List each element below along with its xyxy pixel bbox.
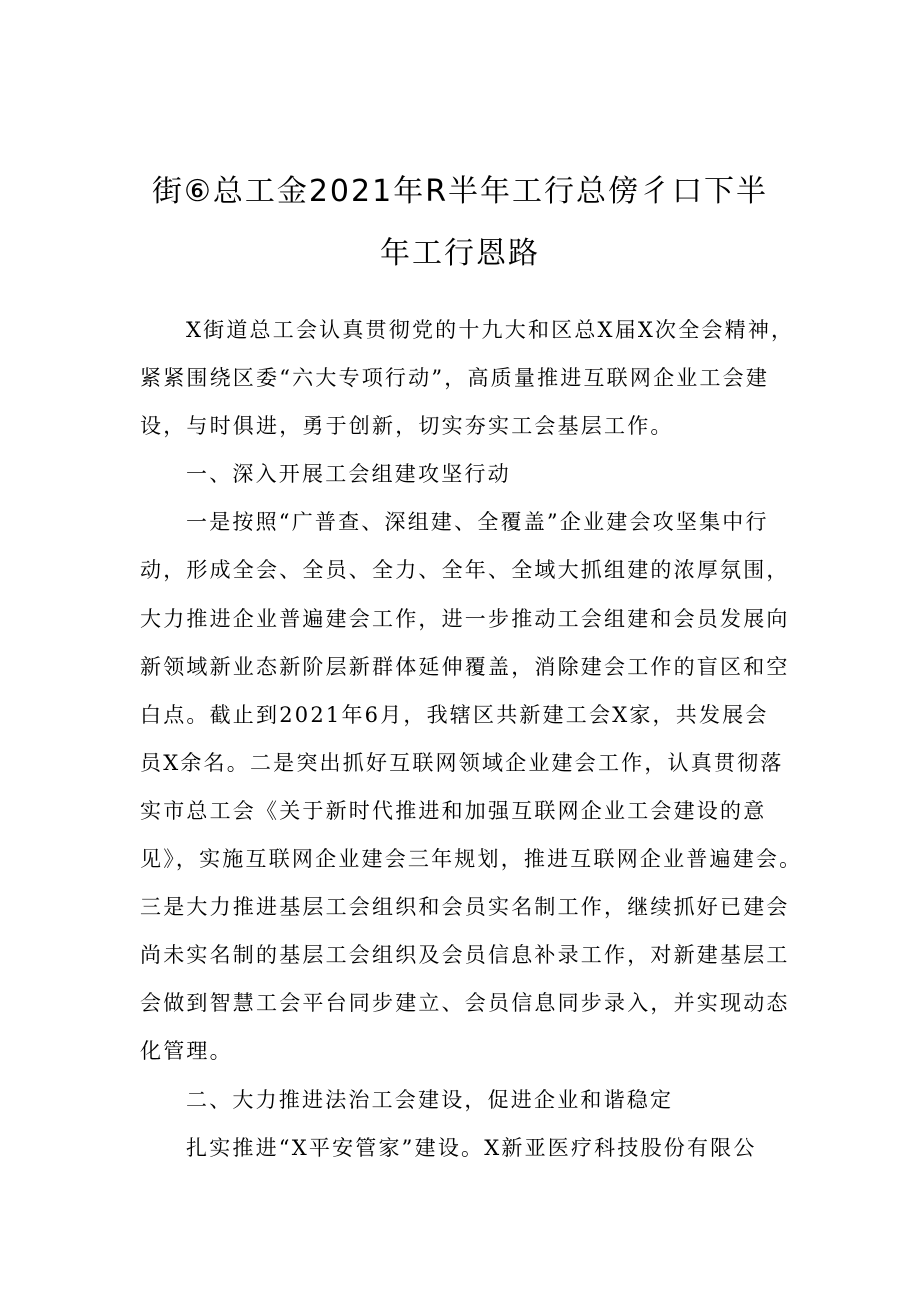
body-line: 员X余名。二是突出抓好互联网领域企业建会工作，认真贯彻落	[140, 750, 784, 775]
body-line: 紧紧围绕区委“六大专项行动”，高质量推进互联网企业工会建	[140, 366, 770, 391]
body-line: 动，形成全会、全员、全力、全年、全域大抓组建的浓厚氛围，	[140, 558, 790, 583]
body-line: 会做到智慧工会平台同步建立、会员信息同步录入，并实现动态	[140, 991, 790, 1016]
section-heading: 二、大力推进法治工会建设，促进企业和谐稳定	[186, 1087, 674, 1112]
document-title-line-1: 街⑥总工金2021年R半年工行总傍彳口下半	[151, 174, 769, 209]
body-line: 设，与时俱进，勇于创新，切实夯实工会基层工作。	[140, 414, 674, 439]
body-line: 扎实推进“X平安管家”建设。X新亚医疗科技股份有限公	[186, 1135, 757, 1160]
document-body	[140, 306, 803, 1172]
body-line: X街道总工会认真贯彻党的十九大和区总X届X次全会精神，	[186, 318, 795, 342]
body-line: 大力推进企业普遍建会工作，进一步推动工会组建和会员发展向	[140, 606, 790, 631]
body-line: 白点。截止到2021年6月，我辖区共新建工会X家，共发展会	[140, 702, 769, 727]
body-line: 实市总工会《关于新时代推进和加强互联网企业工会建设的意	[140, 798, 767, 823]
section-heading: 一、深入开展工会组建攻坚行动	[186, 462, 511, 487]
body-line: 新领域新业态新阶层新群体延伸覆盖，消除建会工作的盲区和空	[140, 654, 790, 679]
document-title-line-2: 年工行恩路	[380, 236, 540, 271]
body-line: 三是大力推进基层工会组织和会员实名制工作，继续抓好已建会	[140, 895, 790, 920]
body-line: 一是按照“广普查、深组建、全覆盖”企业建会攻坚集中行	[186, 510, 769, 535]
body-line: 见》，实施互联网企业建会三年规划，推进互联网企业普遍建会。	[140, 847, 803, 872]
body-line: 尚未实名制的基层工会组织及会员信息补录工作，对新建基层工	[140, 943, 790, 968]
body-line: 化管理。	[140, 1039, 233, 1064]
